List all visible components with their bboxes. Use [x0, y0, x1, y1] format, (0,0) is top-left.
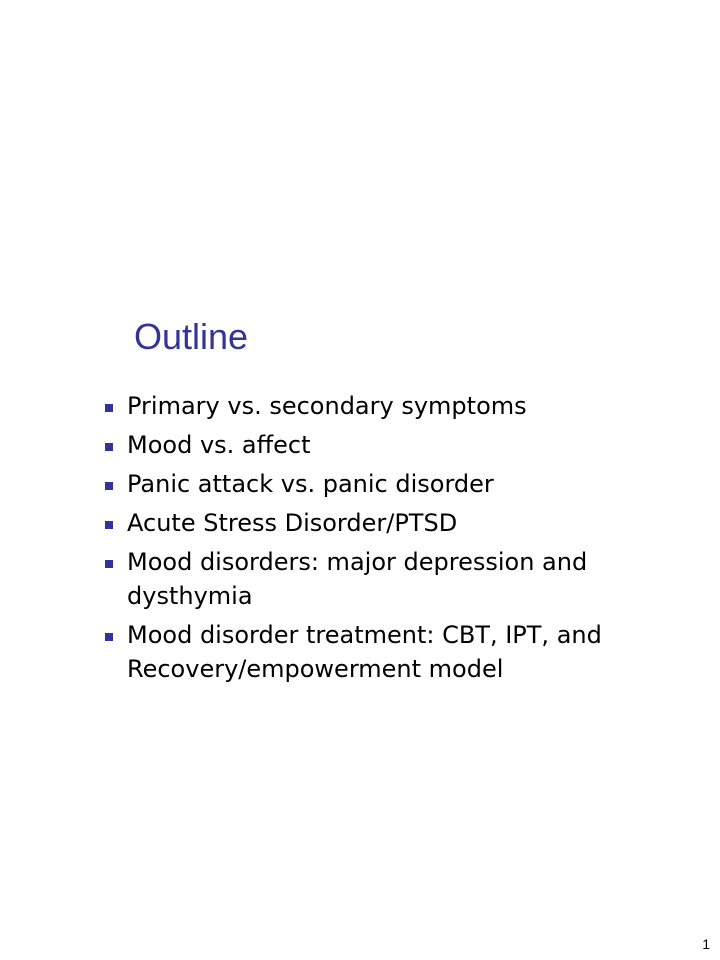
bullet-text: Panic attack vs. panic disorder: [127, 470, 494, 498]
bullet-item: [102, 545, 682, 613]
slide-title: Outline: [134, 316, 249, 357]
bullet-text: Primary vs. secondary symptoms: [127, 392, 527, 420]
bullet-item: [102, 467, 682, 501]
bullet-item: [102, 389, 682, 423]
bullet-text: Mood disorder treatment: CBT, IPT, and Recovery/empowerment model: [127, 621, 602, 683]
square-bullet-icon: [105, 521, 113, 529]
bullet-item: [102, 618, 682, 686]
square-bullet-icon: [105, 482, 113, 490]
bullet-list: [102, 389, 682, 691]
square-bullet-icon: [105, 443, 113, 451]
bullet-text: Mood vs. affect: [127, 431, 311, 459]
square-bullet-icon: [105, 633, 113, 641]
page-number: 1: [702, 936, 710, 952]
bullet-text: Mood disorders: major depression and dysthymia: [127, 548, 588, 610]
bullet-text: Acute Stress Disorder/PTSD: [127, 509, 458, 537]
square-bullet-icon: [105, 404, 113, 412]
bullet-item: [102, 506, 682, 540]
bullet-item: [102, 428, 682, 462]
square-bullet-icon: [105, 560, 113, 568]
